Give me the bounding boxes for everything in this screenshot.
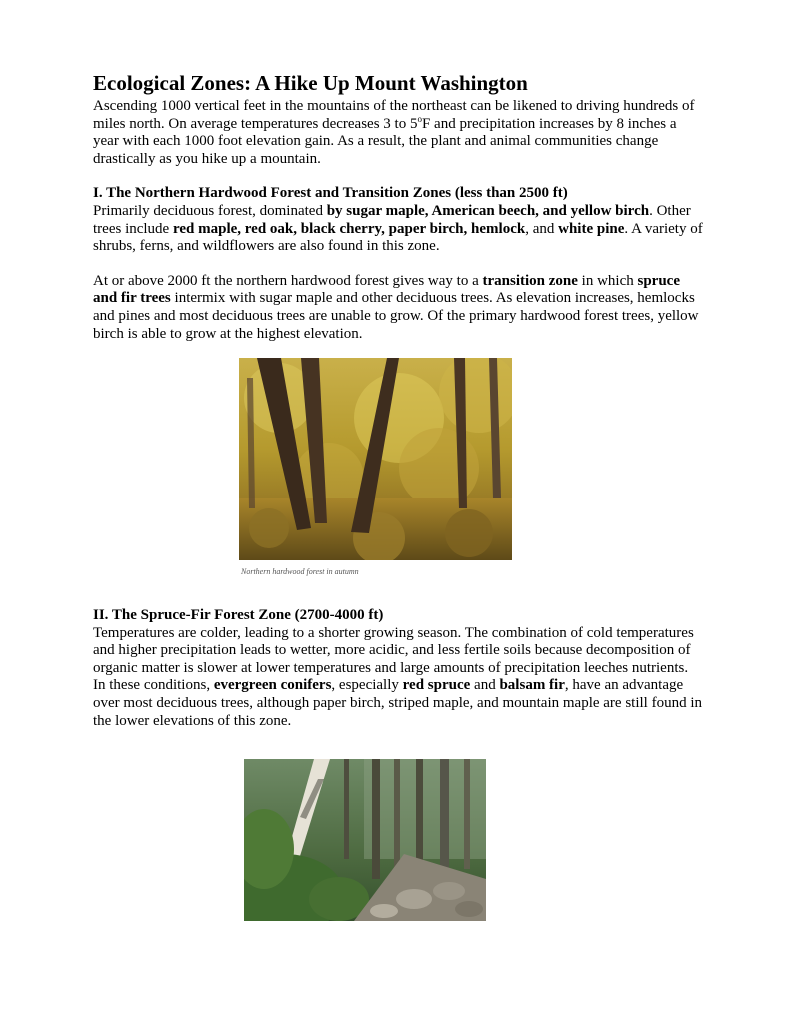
photo-caption: Northern hardwood forest in autumn <box>241 567 359 576</box>
section1-paragraph2: At or above 2000 ft the northern hardwood forest gives way to a transition zone in which spruce and fir trees intermix with sugar maple and other deciduous trees. As elevation increases, hemlocks and pines and most deciduous trees are unable to grow. Of the primary hardwood forest trees, yellow birch is able to grow at the highest elevation. <box>93 272 699 342</box>
document-body <box>93 70 703 343</box>
section2-paragraph: Temperatures are colder, leading to a shorter growing season. The combination of cold temperatures and higher precipitation leads to wetter, more acidic, and less fertile soils because decomposition of organic matter is slower at lower temperatures and large amounts of precipitation leeches nutrients. In these conditions, evergreen conifers, especially red spruce and balsam fir, have an advantage over most deciduous trees, although paper birch, striped maple, and mountain maple are still found in the lower elevations of this zone. <box>93 624 703 729</box>
intro-paragraph: Ascending 1000 vertical feet in the mountains of the northeast can be likened to driving hundreds of miles north. On average temperatures decreases 3 to 5$^o$F and precipitation increases by 8 inches a year with each 1000 foot elevation gain. As a result, the plant and animal communities change drastically as you hike up a mountain. <box>93 98 695 167</box>
spruce-fir-forest-photo <box>244 759 486 921</box>
hardwood-forest-photo <box>239 358 512 560</box>
section2-heading: II. The Spruce-Fir Forest Zone (2700-4000 ft) <box>93 607 384 623</box>
section1-heading: I. The Northern Hardwood Forest and Transition Zones (less than 2500 ft) <box>93 185 568 202</box>
section1-paragraph1: Primarily deciduous forest, dominated by sugar maple, American beech, and yellow birch. Other trees include red maple, red oak, black cherry, paper birch, hemlock, and white pine. A variety of shrubs, ferns, and wildflowers are also found in this zone. <box>93 202 703 255</box>
page-title: Ecological Zones: A Hike Up Mount Washington <box>93 71 528 95</box>
section2 <box>93 607 703 730</box>
